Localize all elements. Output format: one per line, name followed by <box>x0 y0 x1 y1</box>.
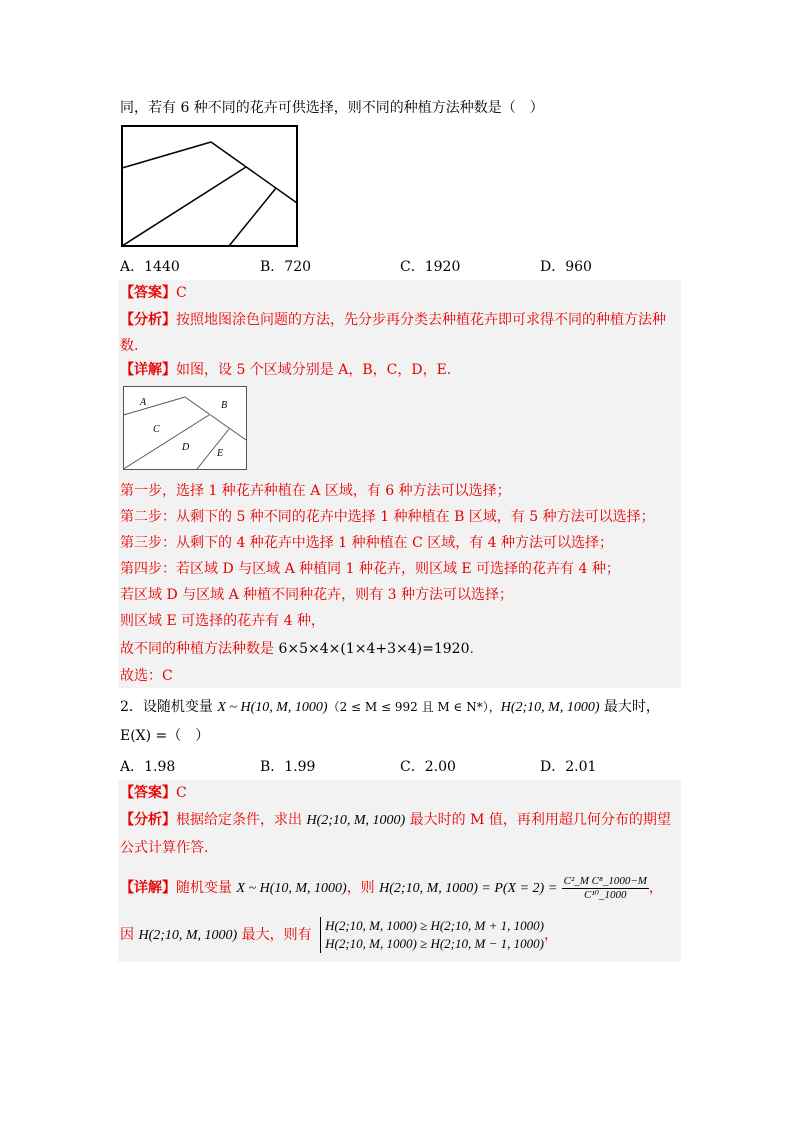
q2-option-d: D．2.01 <box>540 759 597 775</box>
q2-stem: 2．设随机变量 X ~ H(10, M, 1000)（2 ≤ M ≤ 992 且 M ∈ N*），H(2;10, M, 1000) 最大时， <box>120 699 660 715</box>
q2-option-c: C．2.00 <box>400 759 456 775</box>
q2-detail-line1: 【详解】随机变量 X ~ H(10, M, 1000)，则 H(2;10, M, 1000) = P(X = 2) = $\frac{\text{C²\_M C⁸\_1000−M}}{\text{C¹⁰\_1000}}$， <box>120 874 663 901</box>
q1-option-d: D．960 <box>540 259 592 275</box>
q1-step-1: 第一步，选择 1 种花卉种植在 A 区域，有 6 种方法可以选择； <box>120 483 511 499</box>
q2-answer: 【答案】C <box>120 785 187 801</box>
q2-inequality-2: H(2;10, M, 1000) ≥ H(2;10, M − 1, 1000) <box>325 936 544 951</box>
region-label-a: A <box>140 397 147 408</box>
region-label-c: C <box>153 424 160 435</box>
q1-option-c: C．1920 <box>400 259 461 275</box>
q1-choose: 故选：C <box>120 668 173 684</box>
q1-step-3: 第三步：从剩下的 4 种花卉中选择 1 种种植在 C 区域，有 4 种方法可以选择； <box>120 535 614 551</box>
q1-labeled-figure <box>123 386 247 470</box>
q2-detail-line2: 因 H(2;10, M, 1000) 最大，则有 H(2;10, M, 1000) ≥ H(2;10, M + 1, 1000) H(2;10, M, 1000) ≥ H(2;10, M − 1, 1000) ， <box>120 918 558 951</box>
q1-stem-tail: 同，若有 6 种不同的花卉可供选择，则不同的种植方法种数是（ ） <box>120 100 544 116</box>
q1-step-6: 则区域 E 可选择的花卉有 4 种， <box>120 613 325 629</box>
q2-inequality-system <box>320 917 544 953</box>
q1-step-2: 第二步：从剩下的 5 种不同的花卉中选择 1 种种植在 B 区域，有 5 种方法可以选择； <box>120 509 655 525</box>
q1-detail-intro: 【详解】如图，设 5 个区域分别是 A，B，C，D，E. <box>120 362 452 378</box>
q2-probability-fraction: $\frac{\text{C²\_M C⁸\_1000−M}}{\text{C¹⁰\_1000}}$ <box>563 874 647 901</box>
q1-conclusion-formula: 6×5×4×(1×4+3×4)=1920 <box>278 641 470 657</box>
q1-conclusion: 故不同的种植方法种数是 6×5×4×(1×4+3×4)=1920. <box>120 641 474 657</box>
region-label-e: E <box>217 448 224 459</box>
q1-answer: 【答案】C <box>120 285 187 301</box>
q1-analysis-cont: 数. <box>120 338 139 354</box>
q1-step-5: 若区域 D 与区域 A 种植不同种花卉，则有 3 种方法可以选择； <box>120 587 513 603</box>
region-label-b: B <box>221 400 228 411</box>
q2-analysis: 【分析】根据给定条件，求出 H(2;10, M, 1000) 最大时的 M 值，再利用超几何分布的期望 <box>120 812 671 828</box>
q1-option-a: A．1440 <box>120 259 180 275</box>
q1-figure <box>121 125 299 248</box>
q2-analysis-cont: 公式计算作答. <box>120 840 209 856</box>
q1-option-b: B．720 <box>260 259 312 275</box>
q1-analysis: 【分析】按照地图涂色问题的方法，先分步再分类去种植花卉即可求得不同的种植方法种 <box>120 312 666 328</box>
q1-step-4: 第四步：若区域 D 与区域 A 种植同 1 种花卉，则区域 E 可选择的花卉有 4 种； <box>120 561 620 577</box>
region-label-d: D <box>182 442 190 453</box>
q2-option-a: A．1.98 <box>120 759 176 775</box>
q2-inequality-1: H(2;10, M, 1000) ≥ H(2;10, M + 1, 1000) <box>325 918 544 933</box>
q2-option-b: B．1.99 <box>260 759 316 775</box>
q2-stem-line2: E(X) =（ ） <box>120 728 210 744</box>
